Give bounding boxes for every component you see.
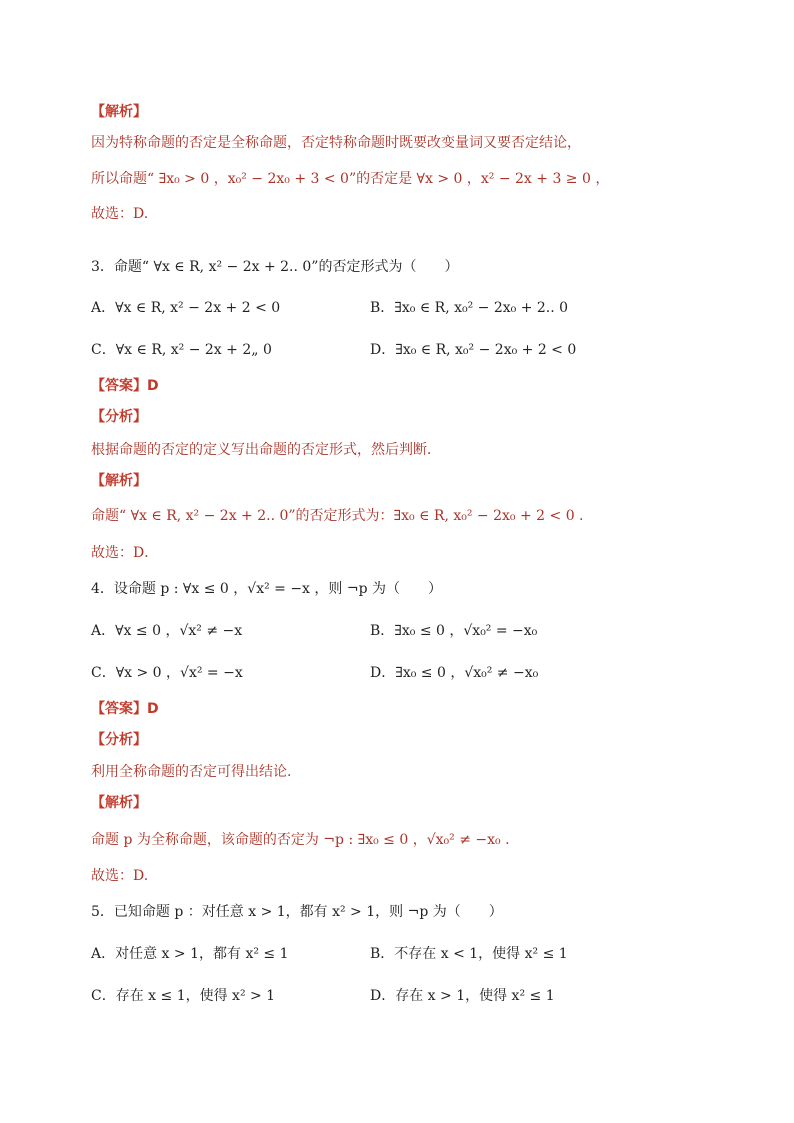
q4-analysis-text: 利用全称命题的否定可得出结论. <box>91 764 292 780</box>
q4-choose: 故选：D. <box>91 868 149 884</box>
q5-question: 5．已知命题 p ：对任意 x > 1，都有 x² > 1，则 ¬p 为（ ） <box>91 904 503 920</box>
q3-option-d: D．∃x₀ ∈ R, x₀² − 2x₀ + 2 < 0 <box>370 342 577 358</box>
q4-question: 4．设命题 p : ∀x ≤ 0 ，√x² = −x ，则 ¬p 为（ ） <box>91 581 442 597</box>
q3-explain-text: 命题“ ∀x ∈ R, x² − 2x + 2.. 0”的否定形式为：∃x₀ ∈ R, x₀² − 2x₀ + 2 < 0 . <box>91 508 584 524</box>
q4-answer: 【答案】D <box>91 701 159 717</box>
q3-question: 3．命题“ ∀x ∈ R, x² − 2x + 2.. 0”的否定形式为（ ） <box>91 259 459 275</box>
q5-option-c: C．存在 x ≤ 1，使得 x² > 1 <box>91 988 276 1004</box>
q5-option-d: D．存在 x > 1，使得 x² ≤ 1 <box>370 988 555 1004</box>
q4-option-a: A．∀x ≤ 0 ，√x² ≠ −x <box>91 623 243 639</box>
q3-answer: 【答案】D <box>91 378 159 394</box>
q4-explain-header: 【解析】 <box>91 795 147 811</box>
q3-option-b: B．∃x₀ ∈ R, x₀² − 2x₀ + 2.. 0 <box>370 300 569 316</box>
q3-option-a: A．∀x ∈ R, x² − 2x + 2 < 0 <box>91 300 281 316</box>
q3-analysis-text: 根据命题的否定的定义写出命题的否定形式，然后判断． <box>91 442 441 458</box>
q3-option-c: C．∀x ∈ R, x² − 2x + 2„ 0 <box>91 342 272 358</box>
analysis-text-2: 所以命题“ ∃x₀ > 0 ，x₀² − 2x₀ + 3 < 0”的否定是 ∀x > 0 ，x² − 2x + 3 ≥ 0 ， <box>91 171 610 187</box>
q4-analysis-header: 【分析】 <box>91 732 147 748</box>
q4-option-b: B．∃x₀ ≤ 0 ，√x₀² = −x₀ <box>370 623 538 639</box>
q5-option-b: B．不存在 x < 1，使得 x² ≤ 1 <box>370 946 568 962</box>
q4-option-c: C．∀x > 0 ，√x² = −x <box>91 665 243 681</box>
q3-choose: 故选：D． <box>91 545 159 561</box>
q3-analysis-header: 【分析】 <box>91 409 147 425</box>
q4-explain-text: 命题 p 为全称命题，该命题的否定为 ¬p : ∃x₀ ≤ 0 ，√x₀² ≠ −x₀ . <box>91 832 510 848</box>
analysis-header: 【解析】 <box>91 104 147 120</box>
q5-option-a: A．对任意 x > 1，都有 x² ≤ 1 <box>91 946 289 962</box>
q4-option-d: D．∃x₀ ≤ 0 ，√x₀² ≠ −x₀ <box>370 665 539 681</box>
analysis-text: 因为特称命题的否定是全称命题，否定特称命题时既要改变量词又要否定结论， <box>91 135 581 151</box>
q3-explain-header: 【解析】 <box>91 473 147 489</box>
choose-text: 故选：D. <box>91 206 149 222</box>
